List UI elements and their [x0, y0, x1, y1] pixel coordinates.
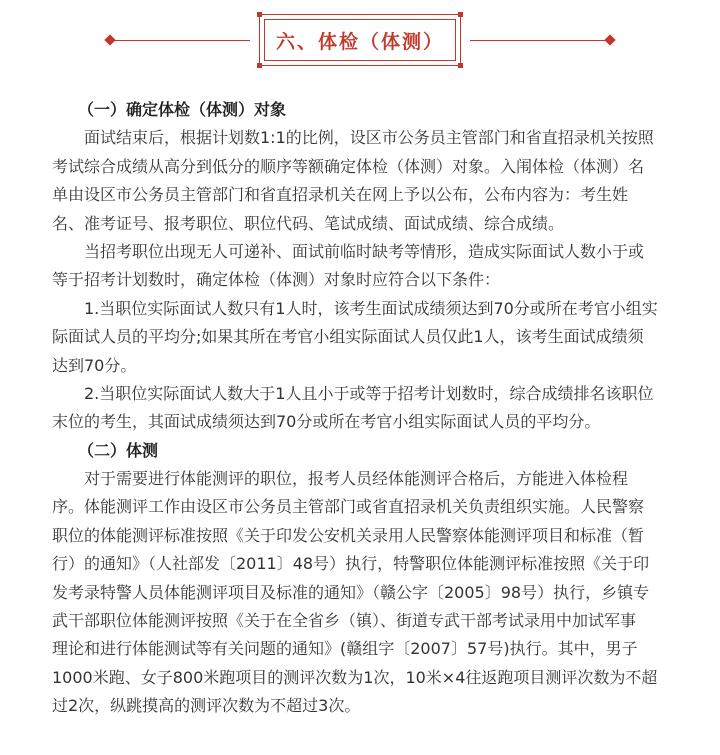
title-inner-frame	[264, 19, 456, 61]
decorative-rule-left	[110, 40, 250, 41]
diamond-ornament-right	[604, 34, 615, 45]
subsection-heading-2: （二）体测	[78, 440, 159, 460]
paragraph-line: 等于招考计划数时，确定体检（体测）对象时应符合以下条件：	[52, 270, 501, 290]
paragraph-line: 际面试人员的平均分;如果其所在考官小组实际面试人员仅此1人，该考生面试成绩须	[52, 327, 644, 347]
paragraph-line: 理论和进行体能测试等有关问题的通知》(赣组字〔2007〕57号)执行。其中，男子	[52, 639, 638, 659]
section-title: 六、体检（体测）	[275, 30, 444, 53]
diamond-ornament-left	[104, 34, 115, 45]
paragraph-line: 行）的通知》（人社部发〔2011〕48号）执行，特警职位体能测评标准按照《关于印	[52, 554, 650, 574]
paragraph-line: 末位的考生，其面试成绩须达到70分或所在考官小组实际面试人员的平均分。	[52, 412, 601, 432]
frame-corner-ornament	[458, 12, 463, 17]
frame-corner-ornament	[257, 63, 262, 68]
paragraph-line: 武干部职位体能测评按照《关于在全省乡（镇）、街道专武干部考试录用中加试军事	[52, 611, 637, 631]
section-title-banner	[0, 14, 720, 68]
paragraph-line: 职位的体能测评标准按照《关于印发公安机关录用人民警察体能测评项目和标准（暂	[52, 525, 645, 545]
paragraph-line: 当招考职位出现无人可递补、面试前临时缺考等情形，造成实际面试人数小于或	[84, 241, 645, 261]
title-frame	[259, 14, 461, 66]
paragraph-line: 单由设区市公务员主管部门和省直招录机关在网上予以公布，公布内容为：考生姓	[52, 185, 629, 205]
frame-corner-ornament	[257, 12, 262, 17]
subsection-heading-1: （一）确定体检（体测）对象	[78, 100, 287, 119]
paragraph-line: 序。体能测评工作由设区市公务员主管部门或省直招录机关负责组织实施。人民警察	[52, 497, 645, 517]
condition-item-2: 2.当职位实际面试人数大于1人且小于或等于招考计划数时，综合成绩排名该职位	[84, 383, 654, 403]
paragraph-line: 过2次，纵跳摸高的测评次数为不超过3次。	[52, 696, 361, 716]
paragraph-line: 考试综合成绩从高分到低分的顺序等额确定体检（体测）对象。入闱体检（体测）名	[52, 156, 645, 176]
condition-item-1: 1.当职位实际面试人数只有1人时，该考生面试成绩须达到70分或所在考官小组实	[84, 298, 658, 318]
paragraph-line: 名、准考证号、报考职位、职位代码、笔试成绩、面试成绩、综合成绩。	[52, 213, 565, 233]
article-body	[52, 96, 700, 721]
paragraph-line: 面试结束后，根据计划数1:1的比例，设区市公务员主管部门和省直招录机关按照	[84, 128, 654, 148]
paragraph-line: 达到70分。	[52, 355, 137, 375]
decorative-rule-right	[470, 40, 610, 41]
frame-corner-ornament	[458, 63, 463, 68]
paragraph-line: 对于需要进行体能测评的职位，报考人员经体能测评合格后，方能进入体检程	[84, 469, 629, 489]
paragraph-line: 1000米跑、女子800米跑项目的测评次数为1次，10米×4往返跑项目测评次数为不超	[52, 667, 658, 687]
paragraph-line: 发考录特警人员体能测评项目及标准的通知》（赣公字〔2005〕98号）执行，乡镇专	[52, 582, 650, 602]
